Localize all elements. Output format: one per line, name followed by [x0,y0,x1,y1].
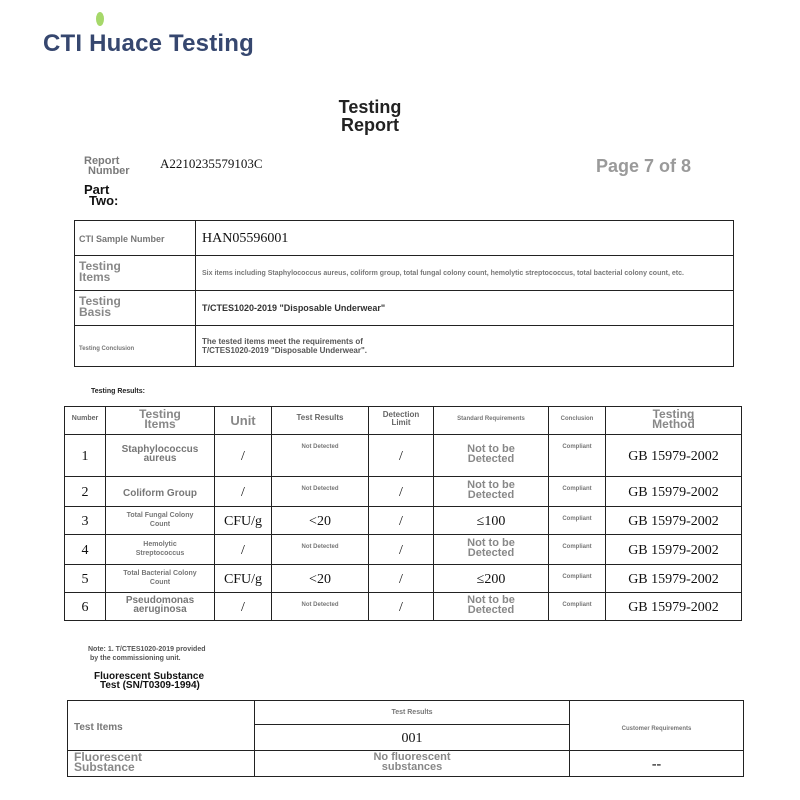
report-number: A2210235579103C [160,156,263,171]
testing-conclusion-value [196,326,734,367]
result-item-text: Total Bacterial Colony Count [123,569,197,586]
report-title-line1: Testing [338,97,402,117]
report-number-label-2: Number [88,165,130,177]
result-cell-requirement [434,477,549,507]
result-cell-unit [215,477,272,507]
table-row [75,221,734,256]
result-number-text: 2 [81,484,89,500]
result-cell-item [106,593,215,621]
fluor-row-result-text: No fluorescent substances [373,751,451,773]
result-cell-number [65,507,106,535]
table-row [68,751,744,777]
result-number-text: 4 [81,542,89,558]
testing-conclusion-label [75,326,196,367]
result-cell-unit [215,565,272,593]
header-requirement-text: Standard Requirements [457,416,525,422]
result-cell-limit [369,507,434,535]
result-cell-conclusion [549,565,606,593]
testing-conclusion-label-text: Testing Conclusion [79,346,135,352]
result-cell-item [106,535,215,565]
table-row [65,535,742,565]
header-limit-text: Detection Limit [382,410,420,427]
result-number-text: 3 [81,513,89,529]
note [88,645,205,663]
result-cell-number [65,477,106,507]
result-method-text: GB 15979-2002 [628,599,719,615]
result-unit-text: / [241,448,245,464]
fluorescent-heading-line1: Fluorescent Substance [94,671,205,682]
result-item-text: Staphylococcus aureus [121,444,199,464]
result-requirement-text: Not to be Detected [467,594,515,616]
result-cell-method [606,507,742,535]
result-cell-limit [369,477,434,507]
result-conclusion-text: Compliant [562,444,592,450]
note-line1: Note: 1. T/CTES1020-2019 provided [88,646,206,653]
fluorescent-heading [94,672,204,690]
result-cell-requirement [434,593,549,621]
testing-basis-label [75,291,196,326]
result-requirement-text: Not to be Detected [467,443,515,465]
result-cell-result [272,593,369,621]
fluor-test-results-label [255,701,570,725]
result-cell-number [65,565,106,593]
part-heading-line1: Part [84,182,110,197]
testing-items-value [196,256,734,291]
result-conclusion-text: Compliant [562,602,592,608]
testing-basis-label-text: Testing Basis [79,293,121,319]
result-cell-conclusion [549,435,606,477]
result-limit-text: / [399,513,403,529]
results-table [64,406,742,621]
result-cell-result [272,565,369,593]
note-line2: by the commissioning unit. [90,655,181,662]
result-requirement-text: Not to be Detected [467,479,515,501]
header-result [272,407,369,435]
result-cell-unit [215,535,272,565]
results-header-row [65,407,742,435]
result-cell-item [106,435,215,477]
sample-number-value-text: HAN05596001 [202,231,289,246]
header-method [606,407,742,435]
header-number [65,407,106,435]
result-cell-limit [369,435,434,477]
testing-conclusion-value-text: The tested items meet the requirements of T/CTES1020-2019 "Disposable Underwear". [202,337,367,355]
result-requirement-text: ≤100 [476,513,506,529]
fluor-customer-req-label [570,701,744,751]
result-limit-text: / [399,542,403,558]
result-cell-unit [215,435,272,477]
result-cell-number [65,593,106,621]
result-cell-number [65,435,106,477]
company-logo: CTI Huace Testing [43,30,254,57]
table-row [75,326,734,367]
results-caption: Testing Results: [91,388,145,395]
result-cell-method [606,565,742,593]
result-cell-item [106,477,215,507]
header-conclusion-text: Conclusion [560,416,594,422]
fluor-row-requirement [570,751,744,777]
fluor-row-label-text: Fluorescent Substance [74,749,143,774]
table-row [65,593,742,621]
result-cell-method [606,593,742,621]
result-cell-requirement [434,435,549,477]
header-result-text: Test Results [296,413,344,422]
table-row [65,565,742,593]
result-unit-text: / [241,542,245,558]
result-cell-result [272,507,369,535]
result-item-text: Hemolytic Streptococcus [135,540,185,557]
result-cell-conclusion [549,535,606,565]
testing-items-label [75,256,196,291]
header-item-text: Testing Items [139,406,181,431]
result-conclusion-text: Compliant [562,516,592,522]
header-unit [215,407,272,435]
result-method-text: GB 15979-2002 [628,448,719,464]
result-number-text: 1 [81,448,89,464]
testing-basis-value-text: T/CTES1020-2019 "Disposable Underwear" [202,303,386,313]
result-conclusion-text: Compliant [562,544,592,550]
part-heading [84,184,118,206]
result-cell-conclusion [549,477,606,507]
fluor-row-requirement-text: -- [651,756,662,772]
header-limit [369,407,434,435]
sample-info-table [74,220,734,367]
header-requirement [434,407,549,435]
result-cell-result [272,535,369,565]
result-cell-requirement [434,565,549,593]
fluorescent-heading-line2: Test (SN/T0309-1994) [100,680,200,691]
header-number-text: Number [71,415,99,422]
result-cell-result [272,435,369,477]
fluor-row-label [68,751,255,777]
table-row [75,291,734,326]
result-cell-unit [215,593,272,621]
result-cell-limit [369,535,434,565]
fluorescent-table [67,700,744,777]
result-result-text: Not Detected [301,544,339,550]
result-item-text: Total Fungal Colony Count [126,511,194,528]
result-cell-method [606,435,742,477]
header-item [106,407,215,435]
logo-leaf-icon [96,12,104,26]
result-conclusion-text: Compliant [562,486,592,492]
table-row [68,701,744,725]
result-requirement-text: ≤200 [476,571,506,587]
result-limit-text: / [399,484,403,500]
sample-number-value [196,221,734,256]
report-title [0,98,740,134]
result-result-text: Not Detected [301,602,339,608]
result-unit-text: / [241,599,245,615]
report-number-label-1: Report [84,155,120,167]
result-cell-result [272,477,369,507]
sample-number-label-text: CTI Sample Number [79,234,165,244]
result-cell-item [106,565,215,593]
header-conclusion [549,407,606,435]
fluor-test-items-label-text: Test Items [74,721,123,733]
fluor-test-results-label-text: Test Results [391,709,433,716]
testing-items-value-text: Six items including Staphylococcus aureus, coliform group, total fungal colony count, hemolytic streptococcus, total bacterial colony count, etc. [202,269,684,277]
testing-basis-value [196,291,734,326]
result-cell-conclusion [549,507,606,535]
result-cell-limit [369,565,434,593]
header-method-text: Testing Method [652,406,695,431]
sample-number-label [75,221,196,256]
result-cell-method [606,535,742,565]
fluor-sample-id-text: 001 [401,730,423,746]
result-method-text: GB 15979-2002 [628,513,719,529]
result-item-text: Pseudomonas aeruginosa [125,595,195,615]
result-unit-text: CFU/g [223,571,263,587]
table-row [65,477,742,507]
result-cell-requirement [434,535,549,565]
result-cell-requirement [434,507,549,535]
result-result-text: <20 [309,571,331,587]
table-row [65,435,742,477]
result-cell-unit [215,507,272,535]
result-conclusion-text: Compliant [562,574,592,580]
result-cell-item [106,507,215,535]
result-cell-conclusion [549,593,606,621]
report-title-line2: Report [341,115,399,135]
fluor-row-result [255,751,570,777]
result-limit-text: / [399,448,403,464]
result-requirement-text: Not to be Detected [467,537,515,559]
fluor-customer-req-label-text: Customer Requirements [621,725,692,732]
table-row [75,256,734,291]
result-item-text: Coliform Group [123,487,197,499]
testing-items-label-text: Testing Items [79,258,121,284]
result-result-text: Not Detected [301,486,339,492]
report-number-label [84,156,130,176]
result-number-text: 6 [81,599,89,615]
results-body [65,435,742,621]
part-heading-line2: Two: [89,193,119,208]
result-unit-text: / [241,484,245,500]
page-indicator: Page 7 of 8 [596,156,692,176]
result-method-text: GB 15979-2002 [628,484,719,500]
result-method-text: GB 15979-2002 [628,571,719,587]
result-unit-text: CFU/g [223,513,263,529]
result-cell-number [65,535,106,565]
result-limit-text: / [399,599,403,615]
fluor-sample-id [255,725,570,751]
header-unit-text: Unit [230,412,256,428]
fluor-test-items-label [68,701,255,751]
result-result-text: <20 [309,513,331,529]
result-method-text: GB 15979-2002 [628,542,719,558]
result-number-text: 5 [81,571,89,587]
result-result-text: Not Detected [301,444,339,450]
result-limit-text: / [399,571,403,587]
result-cell-method [606,477,742,507]
table-row [65,507,742,535]
result-cell-limit [369,593,434,621]
